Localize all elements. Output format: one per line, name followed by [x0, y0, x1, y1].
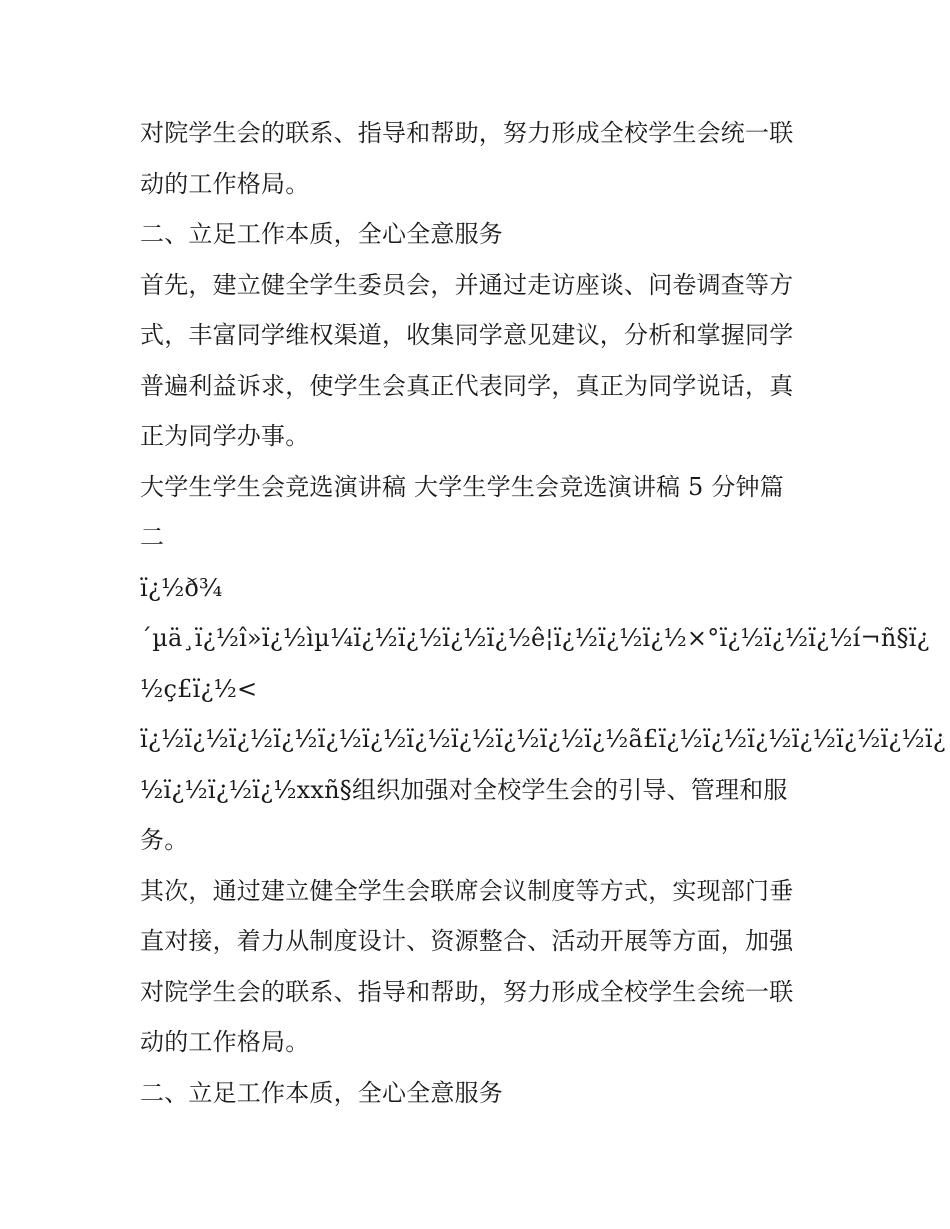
text-line: 务。	[140, 826, 189, 854]
text-line: 动的工作格局。	[140, 169, 310, 198]
text-line: 其次，通过建立健全学生会联席会议制度等方式，实现部门垂	[140, 876, 794, 905]
text-line: 普遍利益诉求，使学生会真正代表同学，真正为同学说话，真	[140, 371, 794, 400]
text-line: 式，丰富同学维权渠道，收集同学意见建议，分析和掌握同学	[140, 321, 794, 349]
text-line: 直对接，着力从制度设计、资源整合、活动开展等方面，加强	[140, 927, 794, 955]
text-line: 对院学生会的联系、指导和帮助，努力形成全校学生会统一联	[140, 977, 794, 1006]
garbled-text-line: ï¿½ð¾	[140, 573, 223, 602]
text-line: 动的工作格局。	[140, 1028, 310, 1056]
text-line: 正为同学办事。	[140, 422, 310, 450]
text-line: 首先，建立健全学生委员会，并通过走访座谈、问卷调查等方	[140, 270, 794, 299]
garbled-text-line: ½ç£ï¿½<	[140, 674, 258, 703]
section-heading: 二、立足工作本质，全心全意服务	[140, 1078, 503, 1107]
text-line: 对院学生会的联系、指导和帮助，努力形成全校学生会统一联	[140, 119, 794, 147]
document-title: 大学生学生会竞选演讲稿 大学生学生会竞选演讲稿 5 分钟篇	[140, 472, 784, 501]
document-title-cont: 二	[140, 523, 165, 551]
document-body	[140, 108, 946, 1118]
section-heading: 二、立足工作本质，全心全意服务	[140, 220, 503, 248]
garbled-text-line: ´µä¸ï¿½î»ï¿½ìµ¼ï¿½ï¿½ï¿½ï¿½ê¦ï¿½ï¿½ï¿½×°ï¿½ï¿½ï¿½í¬ñ§ï¿	[140, 624, 930, 652]
garbled-text-line: ï¿½ï¿½ï¿½ï¿½ï¿½ï¿½ï¿½ï¿½ï¿½ï¿½ï¿½ã£ï¿½ï¿½ï¿½ï¿½ï¿½ï¿½ï¿	[140, 725, 946, 753]
text-line: ½ï¿½ï¿½ï¿½xxñ§组织加强对全校学生会的引导、管理和服	[140, 775, 788, 804]
